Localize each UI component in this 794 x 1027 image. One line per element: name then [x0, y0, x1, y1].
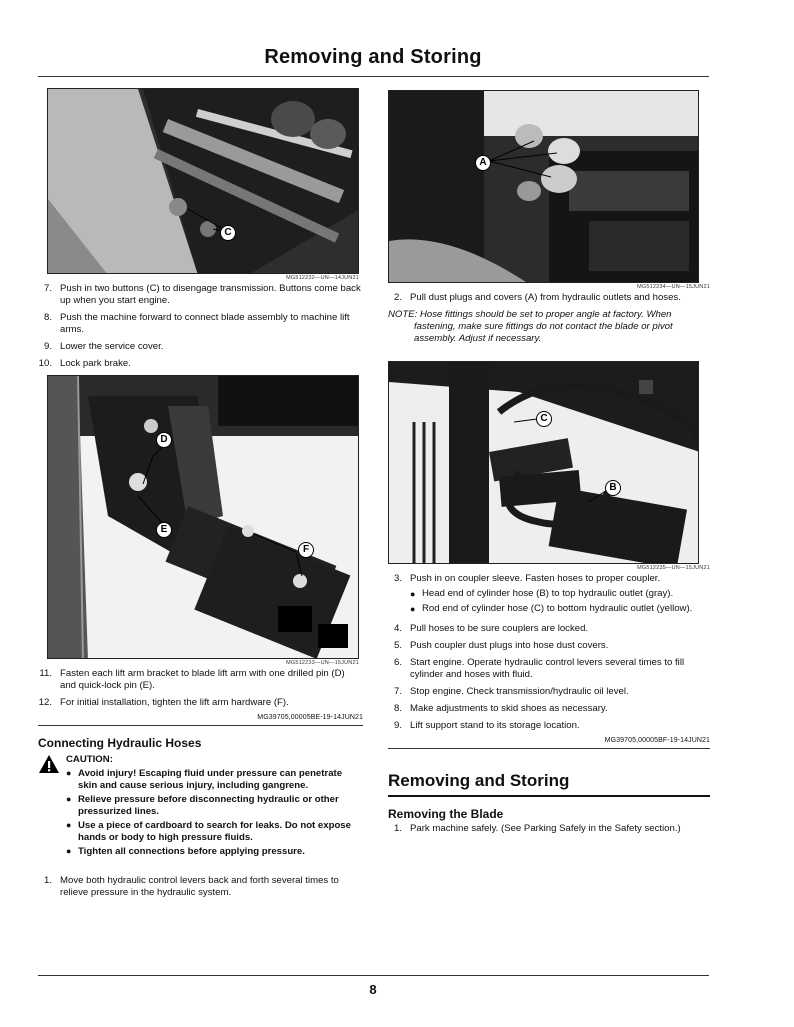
- photo-id: MG512232—UN—14JUN21: [286, 275, 359, 281]
- title-rule: [38, 76, 709, 77]
- list-item: 2. Pull dust plugs and covers (A) from hydraulic outlets and hoses.: [393, 292, 681, 303]
- section-title: Removing and Storing: [388, 771, 570, 790]
- list-item: 1. Park machine safely. (See Parking Safely in the Safety section.): [393, 823, 681, 834]
- page-number: 8: [369, 982, 377, 997]
- dust-plugs-photo: [388, 90, 699, 283]
- list-item: ● Tighten all connections before applying pressure.: [66, 846, 305, 857]
- list-item: 4. Pull hoses to be sure couplers are locked.: [393, 623, 589, 634]
- divider: [38, 725, 363, 726]
- callout-e: E: [156, 522, 172, 538]
- list-item: ● Use a piece of cardboard to search for leaks. Do not expose hands or body to high pressure fluids.: [66, 820, 351, 843]
- reference-code: MG39705,00005BF-19-14JUN21: [604, 737, 710, 744]
- section-heading: Connecting Hydraulic Hoses: [38, 736, 202, 750]
- list-item: 5. Push coupler dust plugs into hose dust covers.: [393, 640, 609, 651]
- lift-arm-photo: [47, 375, 359, 659]
- list-item: 8. Push the machine forward to connect blade assembly to machine lift arms.: [43, 312, 350, 335]
- callout-b: B: [605, 480, 621, 496]
- callout-a: A: [475, 155, 491, 171]
- steps-list: [38, 875, 363, 899]
- list-item: 9. Lower the service cover.: [43, 341, 164, 352]
- list-item: 10. Lock park brake.: [38, 358, 131, 369]
- photo-id: MG512235—UN—15JUN21: [637, 565, 710, 571]
- list-item: 6. Start engine. Operate hydraulic control levers several times to fill cylinder and hoses with fluid.: [393, 657, 685, 680]
- photo-id: MG512233—UN—15JUN21: [286, 660, 359, 666]
- reference-code: MG39705,00005BE-19-14JUN21: [257, 714, 363, 721]
- list-item: 12. For initial installation, tighten the lift arm hardware (F).: [38, 697, 289, 708]
- caution-title: CAUTION:: [66, 754, 113, 765]
- left-column: [38, 88, 363, 904]
- caution-block: [38, 754, 363, 861]
- steps-list: [388, 573, 710, 732]
- list-item: 11. Fasten each lift arm bracket to blade lift arm with one drilled pin (D) and quick-lock pin (E).: [39, 668, 345, 691]
- steps-list: [388, 292, 710, 304]
- section-rule: [388, 795, 710, 797]
- list-item: ● Relieve pressure before disconnecting hydraulic or other pressurized lines.: [66, 794, 339, 817]
- footer-rule: [38, 975, 709, 976]
- callout-c: C: [220, 225, 236, 241]
- page-title: Removing and Storing: [264, 46, 482, 68]
- photo-id: MG512234—UN—15JUN21: [637, 284, 710, 290]
- right-column: [388, 90, 710, 840]
- steps-list: [38, 283, 363, 370]
- callout-d: D: [156, 432, 172, 448]
- list-item: 7. Push in two buttons (C) to disengage transmission. Buttons come back up when you start engine.: [43, 283, 361, 306]
- list-item: 1. Move both hydraulic control levers back and forth several times to relieve pressure in the hydraulic system.: [43, 874, 339, 898]
- caution-list: [66, 768, 363, 858]
- list-item: ● Head end of cylinder hose (B) to top hydraulic outlet (gray).: [410, 588, 674, 599]
- list-item: ● Rod end of cylinder hose (C) to bottom hydraulic outlet (yellow).: [410, 603, 693, 614]
- list-item: 8. Make adjustments to skid shoes as necessary.: [393, 703, 608, 714]
- callout-f: F: [298, 542, 314, 558]
- steps-list: [38, 668, 363, 709]
- list-item: ● Avoid injury! Escaping fluid under pressure can penetrate skin and cause serious injury, including gangrene.: [66, 768, 343, 791]
- divider: [388, 748, 710, 749]
- transmission-buttons-photo: [47, 88, 359, 274]
- list-item: 7. Stop engine. Check transmission/hydraulic oil level.: [393, 686, 629, 697]
- list-item: 9. Lift support stand to its storage location.: [393, 720, 580, 731]
- steps-list: [388, 823, 710, 835]
- bullet-list: [410, 588, 710, 615]
- list-item: 3. Push in on coupler sleeve. Fasten hoses to proper coupler. ● Head end of cylinder hose (B) to top hydraulic outlet (gray). ● Rod end of cylinder hose (C) to bottom hydraulic outlet (yellow).: [388, 573, 710, 618]
- warning-icon: [38, 754, 60, 861]
- callout-c: C: [536, 411, 552, 427]
- hose-coupler-photo: [388, 361, 699, 564]
- section-heading: Removing the Blade: [388, 807, 504, 821]
- note: NOTE: Hose fittings should be set to proper angle at factory. When fastening, make sure fittings do not contact the blade or pivot assembly. Adjust if necessary.: [388, 309, 673, 344]
